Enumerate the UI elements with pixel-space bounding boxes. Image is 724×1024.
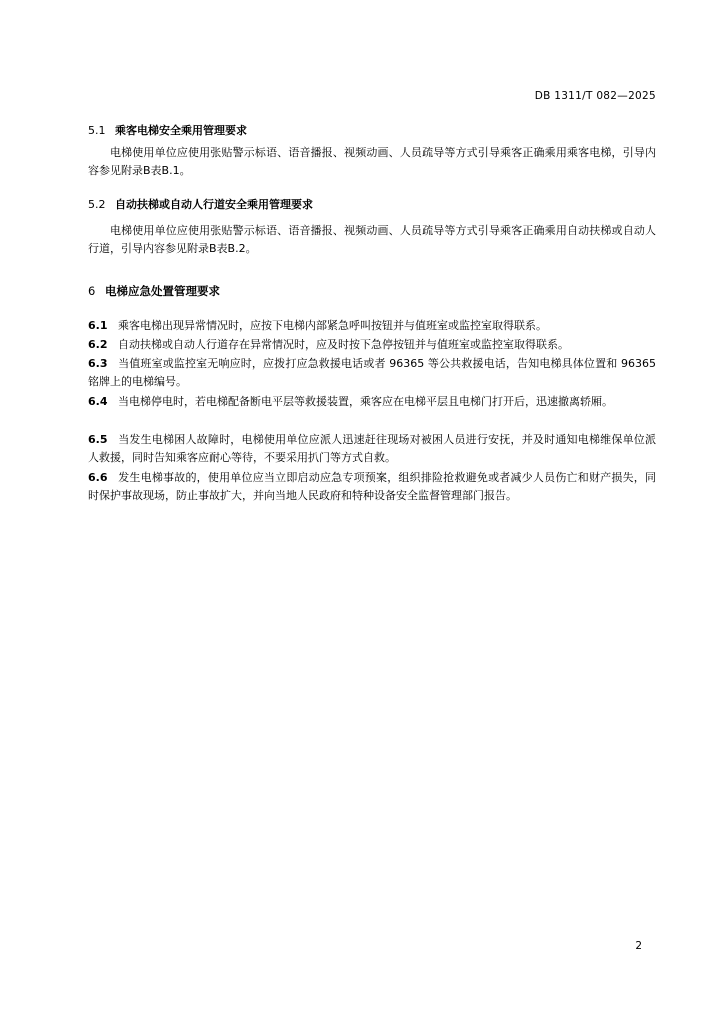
item-text: 当值班室或监控室无响应时，应拨打应急救援电话或者 96365 等公共救援电话，告知电梯具体位置和 96365 铭牌上的电梯编号。	[88, 357, 656, 388]
item-6-2	[88, 336, 656, 354]
section-title: 乘客电梯安全乘用管理要求	[115, 124, 247, 137]
item-number: 6.1	[88, 319, 108, 332]
item-text: 乘客电梯出现异常情况时，应按下电梯内部紧急呼叫按钮并与值班室或监控室取得联系。	[118, 319, 547, 332]
item-number: 6.2	[88, 338, 108, 351]
item-6-1	[88, 317, 656, 335]
item-text: 发生电梯事故的，使用单位应当立即启动应急专项预案，组织排险抢救避免或者减少人员伤亡和财产损失，同时保护事故现场，防止事故扩大，并向当地人民政府和特种设备安全监督管理部门报告。	[88, 471, 656, 502]
section-number: 6	[88, 284, 96, 298]
section-5-1-heading	[88, 122, 247, 138]
section-5-1-body: 电梯使用单位应使用张贴警示标语、语音播报、视频动画、人员疏导等方式引导乘客正确乘用乘客电梯，引导内容参见附录B表B.1。	[88, 146, 656, 177]
item-number: 6.3	[88, 357, 108, 370]
section-number: 5.2	[88, 198, 106, 211]
section-6-heading	[88, 283, 220, 299]
section-number: 5.1	[88, 124, 106, 137]
item-text: 自动扶梯或自动人行道存在异常情况时，应及时按下急停按钮并与值班室或监控室取得联系。	[118, 338, 569, 351]
item-6-5	[88, 431, 656, 467]
item-6-4	[88, 393, 656, 411]
section-5-2-heading	[88, 196, 313, 212]
item-number: 6.4	[88, 395, 108, 408]
page-number: 2	[635, 940, 642, 952]
section-title: 电梯应急处置管理要求	[105, 284, 220, 298]
item-text: 当发生电梯困人故障时，电梯使用单位应派人迅速赶往现场对被困人员进行安抚，并及时通知电梯维保单位派人救援，同时告知乘客应耐心等待，不要采用扒门等方式自救。	[88, 433, 656, 464]
document-id: DB 1311/T 082—2025	[534, 90, 656, 102]
section-title: 自动扶梯或自动人行道安全乘用管理要求	[115, 198, 313, 211]
section-5-2-body: 电梯使用单位应使用张贴警示标语、语音播报、视频动画、人员疏导等方式引导乘客正确乘用自动扶梯或自动人行道，引导内容参见附录B表B.2。	[88, 224, 656, 255]
item-6-3	[88, 355, 656, 391]
item-text: 当电梯停电时，若电梯配备断电平层等救援装置，乘客应在电梯平层且电梯门打开后，迅速撤离轿厢。	[118, 395, 613, 408]
item-6-6	[88, 469, 656, 505]
item-number: 6.6	[88, 471, 108, 484]
item-number: 6.5	[88, 433, 108, 446]
